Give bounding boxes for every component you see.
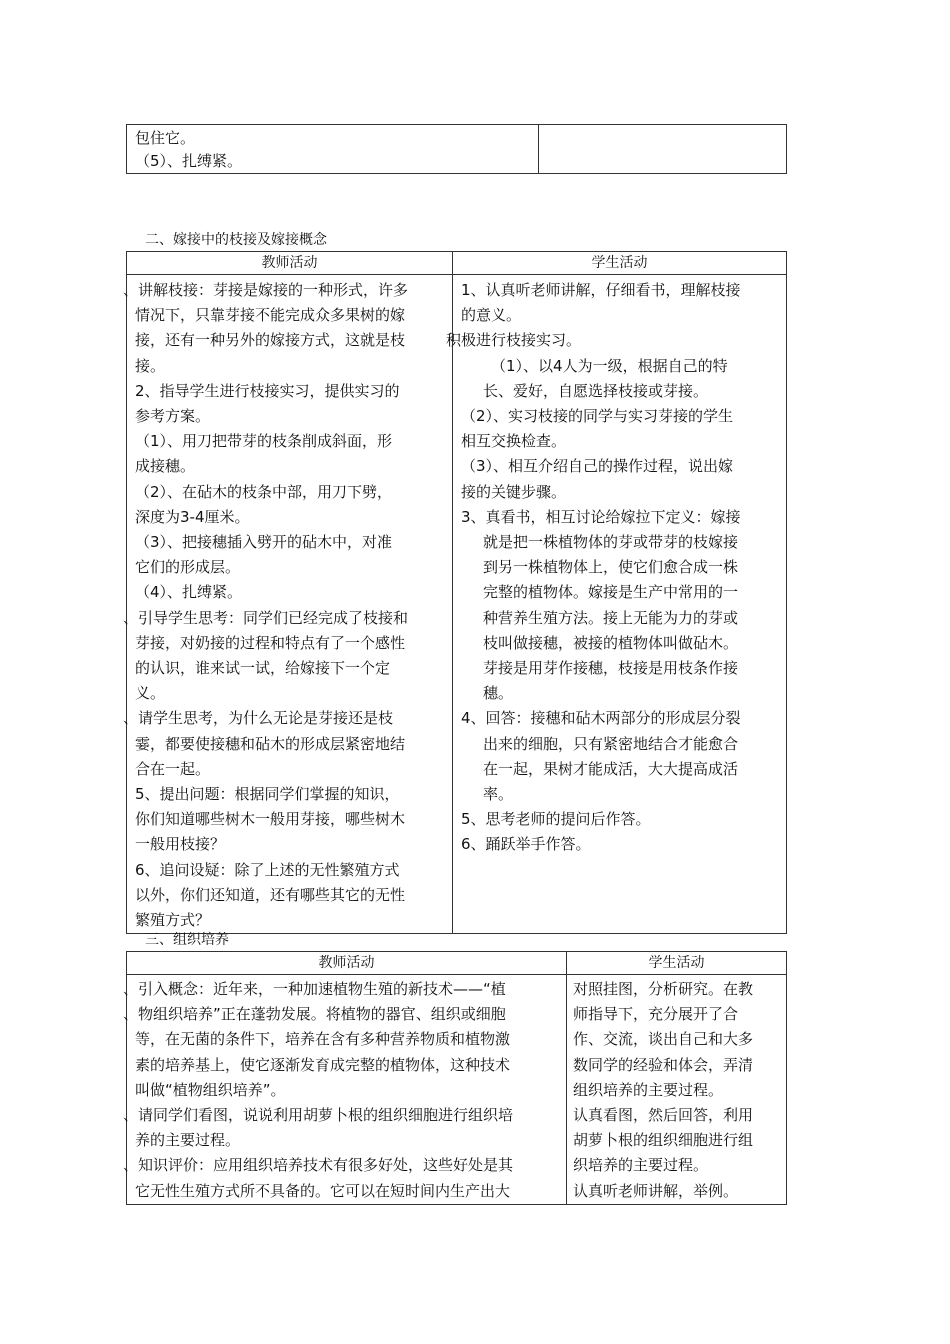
text-line: 到另一株植物体上，使它们愈合成一株 xyxy=(483,558,739,577)
text-line: 4、回答：接穗和砧木两部分的形成层分裂 xyxy=(461,709,741,728)
text-line: 认真听老师讲解，举例。 xyxy=(573,1181,739,1200)
text-line: 积极进行枝接实习。 xyxy=(446,331,582,350)
text-line: 它们的形成层。 xyxy=(135,558,241,577)
text-line: 接。 xyxy=(135,356,166,375)
text-line: 义。 xyxy=(135,684,166,703)
text-line: （1）、以4人为一级，根据自己的特 xyxy=(491,356,728,375)
text-line: 参考方案。 xyxy=(135,407,211,426)
text-line: 、引导学生思考：同学们已经完成了枝接和 xyxy=(123,608,409,627)
section-heading: 三、组织培养 xyxy=(145,932,229,948)
student-activity-header: 学生活动 xyxy=(453,252,787,275)
section3-table xyxy=(123,951,787,1205)
text-line: 、引入概念：近年来，一种加速植物生殖的新技术——“植 xyxy=(123,980,506,998)
text-line: 养的主要过程。 xyxy=(135,1131,241,1150)
text-line: 率。 xyxy=(483,785,514,804)
text-line: （2）、在砧木的枝条中部，用刀下劈， xyxy=(135,482,393,501)
text-line: 、请学生思考，为什么无论是芽接还是枝 xyxy=(123,709,394,728)
student-activity-header: 学生活动 xyxy=(567,952,787,975)
text-line: 素的培养基上，使它逐渐发育成完整的植物体，这种技术 xyxy=(135,1055,511,1074)
text-line: 、知识评价：应用组织培养技术有很多好处，这些好处是其 xyxy=(123,1156,514,1175)
text-line: 组织培养的主要过程。 xyxy=(573,1080,724,1099)
text-line: 胡萝卜根的组织细胞进行组 xyxy=(573,1131,754,1150)
text-line: 成接穗。 xyxy=(135,457,196,476)
text-line: 、请同学们看图，说说利用胡萝卜根的组织细胞进行组织培 xyxy=(123,1106,514,1125)
top-table xyxy=(126,124,787,174)
text-line: 繁殖方式？ xyxy=(135,911,211,930)
text-line: 情况下，只靠芽接不能完成众多果树的嫁 xyxy=(135,306,406,325)
text-line: 芽接是用芽作接穗，枝接是用枝条作接 xyxy=(483,659,739,678)
text-line: 6、追问设疑：除了上述的无性繁殖方式 xyxy=(135,860,400,879)
text-line: 3、真看书，相互讨论给嫁拉下定义：嫁接 xyxy=(461,507,741,526)
text-line: （4）、扎缚紧。 xyxy=(135,583,243,602)
text-line: 5、提出问题：根据同学们掌握的知识， xyxy=(135,785,400,804)
text-line: 以外，你们还知道，还有哪些其它的无性 xyxy=(135,885,406,904)
text-line: 霎，都要使接穗和砧木的形成层紧密地结 xyxy=(135,734,406,753)
teacher-activity-header: 教师活动 xyxy=(127,952,567,975)
text-line: 接的关键步骤。 xyxy=(461,482,567,501)
text-line: 6、踊跃举手作答。 xyxy=(461,835,591,854)
student-activity-cell xyxy=(567,975,787,1205)
text-line: 的意义。 xyxy=(461,306,522,325)
text-line: 你们知道哪些树木一般用芽接，哪些树木 xyxy=(135,810,406,829)
text-line: （2）、实习枝接的同学与实习芽接的学生 xyxy=(461,407,734,426)
teacher-activity-cell xyxy=(123,275,453,934)
text-line: 、讲解枝接：芽接是嫁接的一种形式，许多 xyxy=(123,281,409,299)
text-line: 叫做“植物组织培养”。 xyxy=(135,1080,286,1099)
text-line: 1、认真听老师讲解，仔细看书，理解枝接 xyxy=(461,281,741,299)
text-line: 相互交换检查。 xyxy=(461,432,567,451)
text-line: （3）、相互介绍自己的操作过程，说出嫁 xyxy=(461,457,734,476)
text-line: 数同学的经验和体会，弄清 xyxy=(573,1055,754,1074)
text-line: 2、指导学生进行枝接实习，提供实习的 xyxy=(135,381,400,400)
section2-table xyxy=(123,251,787,934)
text-line: 织培养的主要过程。 xyxy=(573,1156,709,1175)
text-line: 完整的植物体。嫁接是生产中常用的一 xyxy=(483,583,739,602)
text-line: 出来的细胞，只有紧密地结合才能愈合 xyxy=(483,734,739,753)
text-line: 5、思考老师的提问后作答。 xyxy=(461,810,651,829)
text-line: 就是把一株植物体的芽或带芽的枝嫁接 xyxy=(483,533,739,552)
student-activity-cell xyxy=(446,275,787,934)
text-line: 在一起，果树才能成活，大大提高成活 xyxy=(483,759,739,778)
text-line: 包住它。 xyxy=(135,129,196,147)
text-line: （1）、用刀把带芽的枝条削成斜面，形 xyxy=(135,432,393,451)
text-line: 它无性生殖方式所不具备的。它可以在短时间内生产出大 xyxy=(135,1181,511,1200)
text-line: 作、交流，谈出自己和大多 xyxy=(573,1030,754,1049)
text-line: 种营养生殖方法。接上无能为力的芽或 xyxy=(483,608,739,627)
teacher-activity-header: 教师活动 xyxy=(127,252,453,275)
text-line: （3）、把接穗插入劈开的砧木中，对准 xyxy=(135,533,393,552)
text-line: 认真看图，然后回答，利用 xyxy=(573,1106,754,1125)
top-table-right-cell xyxy=(539,125,787,174)
text-line: 枝叫做接穗，被接的植物体叫做砧木。 xyxy=(483,633,739,652)
text-line: 接，还有一种另外的嫁接方式，这就是枝 xyxy=(135,331,406,350)
text-line: （5）、扎缚紧。 xyxy=(135,152,243,170)
text-line: 长、爱好，自愿选择枝接或芽接。 xyxy=(483,381,709,400)
text-line: 的认识，谁来试一试，给嫁接下一个定 xyxy=(135,659,391,678)
text-line: 一般用枝接？ xyxy=(135,835,226,854)
text-line: 等，在无菌的条件下，培养在含有多种营养物质和植物激 xyxy=(135,1030,511,1049)
teacher-activity-cell xyxy=(123,975,567,1205)
text-line: 深度为3-4厘米。 xyxy=(135,507,250,526)
top-table-left-cell xyxy=(127,125,539,174)
text-line: 合在一起。 xyxy=(135,759,211,778)
section-heading: 二、嫁接中的枝接及嫁接概念 xyxy=(145,232,327,248)
text-line: 芽接，对奶接的过程和特点有了一个感性 xyxy=(135,633,406,652)
text-line: 对照挂图，分析研究。在教 xyxy=(573,980,754,998)
text-line: 师指导下，充分展开了合 xyxy=(573,1005,739,1024)
text-line: 、物组织培养”正在蓬勃发展。将植物的器官、组织或细胞 xyxy=(123,1005,506,1024)
text-line: 穗。 xyxy=(483,684,514,703)
